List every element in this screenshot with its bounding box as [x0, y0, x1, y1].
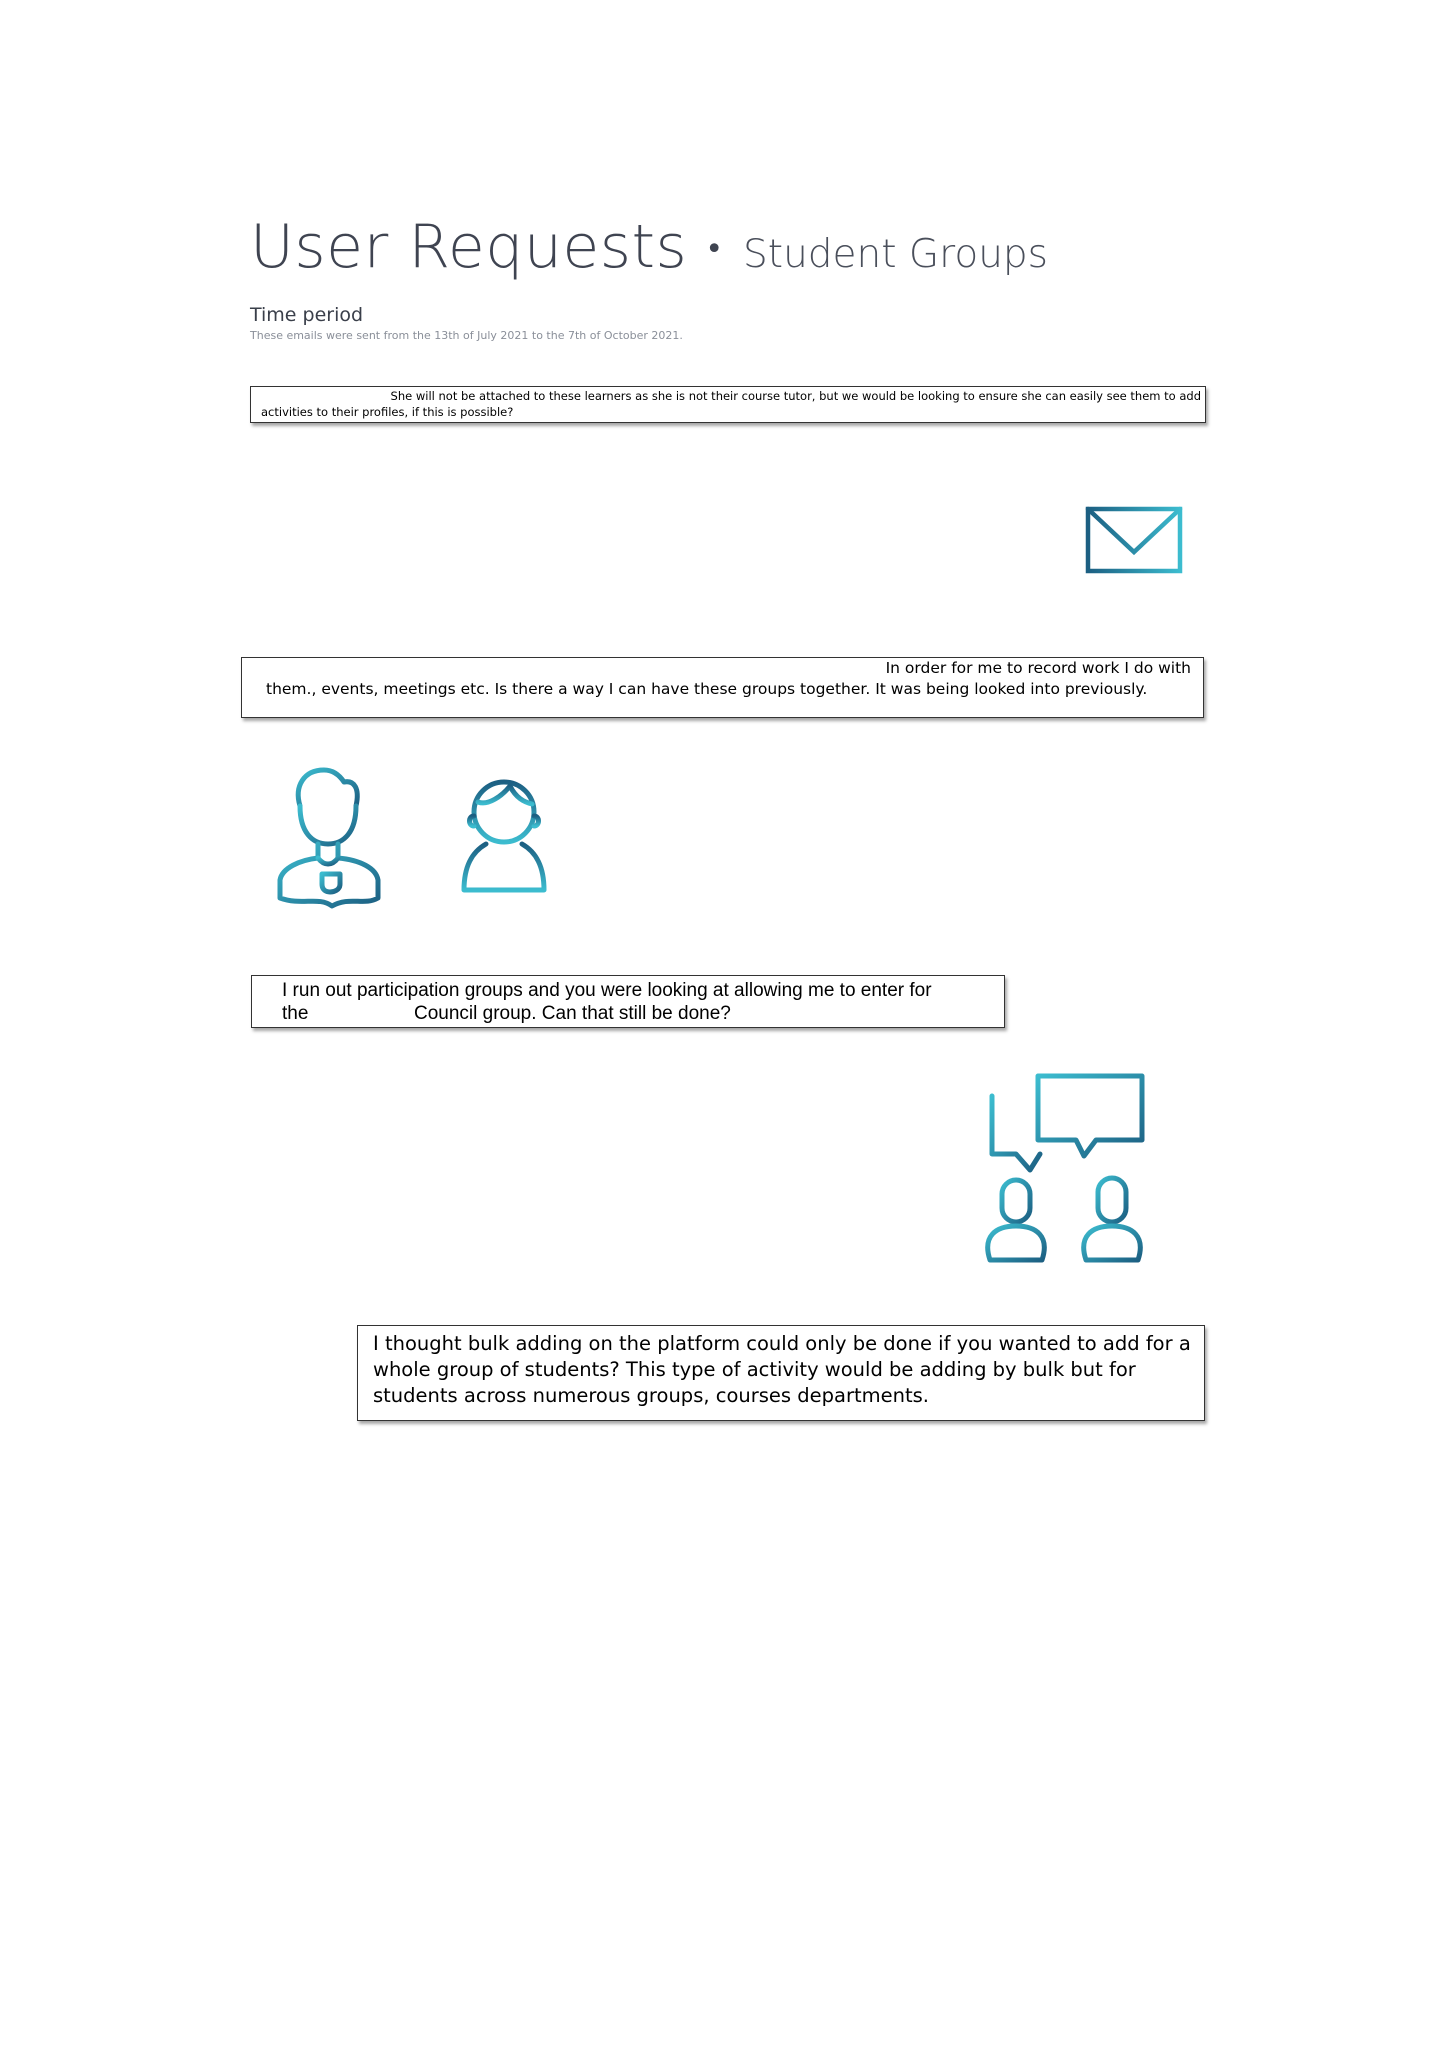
- conversation-people-icon: [978, 1070, 1158, 1264]
- user-request-quote-4: [357, 1325, 1205, 1421]
- time-period-label: Time period: [250, 304, 364, 326]
- user-request-quote-3: [251, 975, 1005, 1028]
- page-title: User Requests: [250, 212, 688, 282]
- quote-line: activities to their profiles, if this is possible?: [261, 405, 514, 419]
- page-subtitle: Student Groups: [743, 232, 1048, 277]
- email-list-icon: [1030, 500, 1190, 580]
- quote-text: I thought bulk adding on the platform could only be done if you wanted to add for a whole group of students? This type of activity would be adding by bulk but for students across numerous groups, courses departments.: [373, 1332, 1191, 1407]
- quote-line: In order for me to record work I do with: [885, 659, 1191, 677]
- quote-line: I run out participation groups and you were looking at allowing me to enter for: [282, 980, 932, 1001]
- staff-person-icon: [272, 762, 388, 912]
- student-person-icon: [458, 772, 550, 902]
- title-row: [250, 212, 1048, 282]
- time-period-description: These emails were sent from the 13th of July 2021 to the 7th of October 2021.: [250, 329, 683, 342]
- user-request-quote-2: [241, 657, 1204, 718]
- user-request-quote-1: [250, 386, 1206, 423]
- title-separator: •: [705, 232, 724, 267]
- quote-line: She will not be attached to these learners as she is not their course tutor, but we would be looking to ensure she can easily see them to add: [390, 389, 1201, 403]
- quote-line: them., events, meetings etc. Is there a way I can have these groups together. It was being looked into previously.: [266, 680, 1148, 698]
- quote-line: the Council group. Can that still be done?: [282, 1003, 731, 1024]
